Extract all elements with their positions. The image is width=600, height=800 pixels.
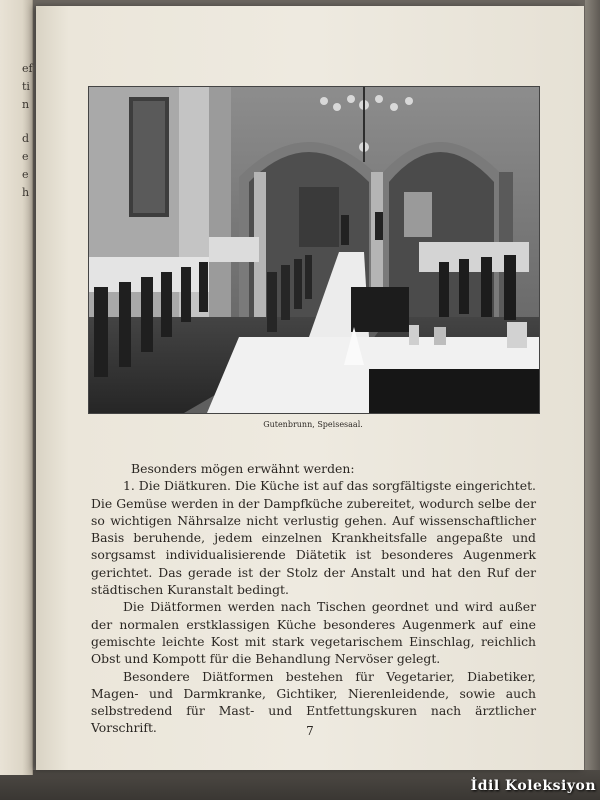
watermark: İdil Koleksiyon bbox=[470, 778, 596, 794]
paragraph-diet-cures: 1. Die Diätkuren. Die Küche ist auf das sorgfältigste eingerichtet. Die Gemüse werden in der Dampfküche zubereitet, wodurch selbe der so wichtigen Nährsalze nicht verlustig gehen. Auf wissenschaftlicher Basis beruhende, jedem einzelnen Krankheitsfalle angepaßte und sorgsamst individualisierende Diätetik ist besonderes Augenmerk gerichtet. Das gerade ist der Stolz der Anstalt und hat den Ruf der städtischen Kuranstalt bedingt. bbox=[91, 478, 536, 598]
paragraph-special-diets: Besondere Diätformen bestehen für Vegetarier, Diabetiker, Magen- und Darmkranke, Gichtiker, Nierenleidende, sowie auch selbstredend für Mast- und Entfettungskuren nach ärztlicher Vorschrift. bbox=[91, 668, 536, 736]
book-page bbox=[36, 6, 584, 770]
paragraph-intro: Besonders mögen erwähnt werden: bbox=[131, 461, 355, 476]
facing-page-fragment: h bbox=[22, 186, 30, 199]
facing-page-edge bbox=[0, 0, 33, 775]
dining-hall-photo bbox=[88, 86, 540, 414]
page-number: 7 bbox=[306, 724, 314, 738]
background-right bbox=[585, 0, 600, 800]
facing-page-fragment: ef bbox=[22, 62, 33, 75]
facing-page-fragment: e bbox=[22, 168, 29, 181]
facing-page-fragment: ti bbox=[22, 80, 30, 93]
paragraph-diet-forms: Die Diätformen werden nach Tischen geordnet und wird außer der normalen erstklassigen Küche besonderes Augenmerk auf eine gemischte leichte Kost mit stark vegetarischem Einschlag, reichlich Obst und Kompott für die Behandlung Nervöser gelegt. bbox=[91, 599, 536, 667]
photo-caption: Gutenbrunn, Speisesaal. bbox=[263, 420, 363, 429]
body-text bbox=[91, 460, 536, 737]
facing-page-fragment: e bbox=[22, 150, 29, 163]
facing-page-fragment: d bbox=[22, 132, 30, 145]
facing-page-fragment: n bbox=[22, 98, 30, 111]
dining-hall-illustration bbox=[89, 87, 539, 413]
